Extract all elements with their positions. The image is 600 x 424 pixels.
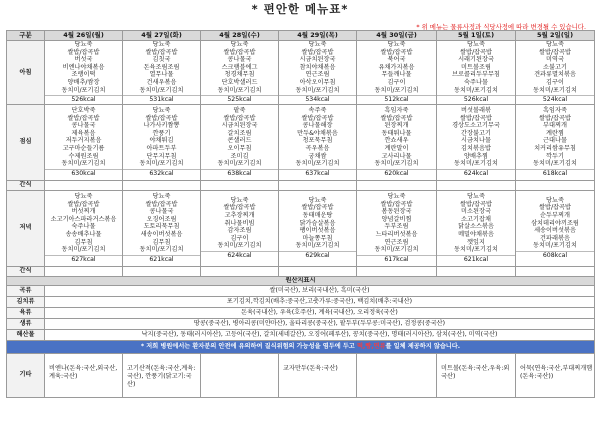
other-cell: 교자만두(돈육:국산) (279, 353, 357, 397)
kimchi-side: 동치미/포기김치 (454, 246, 498, 254)
dish: 마늘쫑무침 (302, 234, 333, 242)
kimchi-side: 동치미/포기김치 (139, 246, 184, 254)
menu-cell (201, 104, 279, 180)
dish: 동태튀나물 (381, 129, 412, 137)
menu-cell (357, 180, 437, 190)
dish: 연근조림 (384, 238, 409, 246)
dish: 김구이 (230, 234, 249, 242)
dish: 김칫국 (152, 56, 171, 64)
day-header: 4월 28일(수) (201, 31, 279, 41)
dish: 소고기잡채 (461, 215, 491, 223)
dish: 쌀밥/잡곡밥 (67, 48, 100, 56)
calorie-value: 638kcal (201, 169, 278, 178)
dish: 단무지무침 (146, 152, 177, 160)
dish: 세송이버섯볶음 (534, 227, 576, 235)
calorie-value: 637kcal (279, 169, 356, 178)
menu-cell (201, 266, 279, 276)
dish: 버섯찌개 (71, 208, 96, 216)
dish: 쌀밥/잡곡밥 (67, 200, 100, 208)
dish: 속주죽 (308, 107, 327, 115)
menu-cell (357, 266, 437, 276)
dish: 당뇨죽 (74, 193, 93, 201)
origin-label: 곡류 (7, 285, 45, 296)
dish: 브로콜리두부무침 (452, 71, 500, 79)
calorie-value: 627kcal (45, 255, 122, 264)
dish: 고추장찌개 (224, 212, 255, 220)
day-header: 4월 26일(월) (45, 31, 123, 41)
dish: 콩나물국 (149, 208, 174, 216)
dish: 콩나물국 (71, 122, 96, 130)
calorie-value: 531kcal (123, 95, 200, 104)
dish: 쌀밥/잡곡밥 (67, 114, 100, 122)
menu-cell (437, 266, 516, 276)
kimchi-side: 동치미/포기김치 (374, 86, 419, 94)
calorie-value: 534kcal (279, 95, 356, 104)
kimchi-side: 동치미/포기김치 (295, 242, 340, 250)
meal-row (7, 41, 595, 105)
dish: 깍두기 (546, 152, 564, 160)
meal-row (7, 190, 595, 266)
menu-cell (201, 190, 279, 266)
dish: 쌀밥/잡곡밥 (380, 114, 413, 122)
menu-cell (357, 41, 437, 105)
dish: 시래기된장국 (458, 56, 494, 64)
menu-cell (123, 41, 201, 105)
meal-row (7, 104, 595, 180)
menu-cell (357, 190, 437, 266)
menu-cell (45, 104, 123, 180)
kimchi-side: 동치미/포기김치 (454, 160, 498, 168)
dish: 견과류멸치볶음 (534, 71, 576, 79)
dish: 닭가슴살볶음 (299, 219, 336, 227)
dish: 쌀밥/잡곡밥 (460, 200, 492, 208)
dish: 시금치나물 (461, 137, 491, 145)
menu-cell (516, 266, 595, 276)
day-header: 4월 27일(화) (123, 31, 201, 41)
dish: 쌀밥/잡곡밥 (145, 48, 178, 56)
other-row (7, 353, 595, 397)
calorie-value: 617kcal (357, 255, 436, 264)
origin-text: 포기김치,깍김치(배추:중국산,고춧가루:중국산), 백김치(배추:국내산) (45, 296, 595, 307)
origin-text: 돈육(국내산), 우육(호주산), 계육(국내산), 오리정육(국산) (45, 307, 595, 318)
origin-row (7, 318, 595, 329)
dish: 양념갈비찜 (381, 215, 412, 223)
dish: 봄동된장국 (381, 208, 412, 216)
warning-highlight: 떡,빵,면류 (356, 342, 386, 350)
dish: 아파트두부 (146, 145, 177, 153)
dish: 소고기아스파라거스볶음 (50, 215, 117, 223)
origin-row (7, 329, 595, 340)
safety-warning (7, 340, 595, 353)
dish: 김구이 (546, 78, 564, 86)
dish: 연근조림 (305, 71, 330, 79)
dish: 당뇨죽 (546, 41, 564, 48)
dish: 쌀밥/잡곡밥 (539, 204, 571, 212)
dish: 김치볶음밥 (461, 145, 491, 153)
kimchi-side: 동치미/포기김치 (533, 86, 577, 94)
kimchi-side: 동치미/포기김치 (374, 160, 419, 168)
menu-cell (437, 190, 516, 266)
dish: 버섯국 (74, 56, 93, 64)
dish: 소불고기 (543, 63, 567, 71)
dish: 시금치된장국 (299, 56, 336, 64)
menu-table (6, 30, 595, 398)
dish: 쌀밥/잡곡밥 (223, 48, 256, 56)
dish: 스크램블에그 (221, 63, 258, 71)
menu-cell (279, 41, 357, 105)
menu-cell (45, 190, 123, 266)
dish: 쌀밥/잡곡밥 (539, 48, 571, 56)
menu-cell (516, 104, 595, 180)
warning-text-end: 를 일체 제공하지 않습니다. (385, 342, 461, 350)
dish: 제육볶음 (71, 129, 96, 137)
dish: 팥죽 (233, 107, 246, 115)
page-title: * 편안한 메뉴표* (251, 2, 349, 16)
menu-cell (516, 180, 595, 190)
dish: 닭살소스볶음 (458, 223, 494, 231)
dish: 숙주나물 (464, 78, 488, 86)
dish: 김무침 (152, 238, 171, 246)
dish: 유채가지볶음 (378, 63, 415, 71)
dish: 당뇨죽 (546, 196, 564, 204)
meal-label: 간식 (7, 266, 45, 276)
dish: 도토리묵무침 (143, 223, 180, 231)
day-header: 4월 30일(금) (357, 31, 437, 41)
dish: 숙주나물 (71, 223, 96, 231)
kimchi-side: 동치미/포기김치 (139, 86, 184, 94)
dish: 야채튀김 (149, 137, 174, 145)
dish: 청포묵무침 (302, 137, 333, 145)
notice-text: * 위 메뉴는 물류사정과 식당사정에 따라 변경될 수 있습니다. (416, 23, 586, 31)
dish: 미소된장국 (461, 208, 491, 216)
calorie-value: 512kcal (357, 95, 436, 104)
dish: 된장찌개 (384, 122, 409, 130)
origin-row (7, 285, 595, 296)
dish: 깐쇼새우 (384, 137, 409, 145)
dish: 계란찜 (546, 129, 564, 137)
dish: 쌀밥/잡곡밥 (223, 204, 256, 212)
dish: 당뇨죽 (230, 196, 249, 204)
menu-cell (279, 104, 357, 180)
kimchi-side: 동치미/포기김치 (217, 160, 262, 168)
dish: 흑임자죽 (543, 107, 567, 115)
menu-cell (437, 180, 516, 190)
origin-label: 해산물 (7, 329, 45, 340)
calorie-value: 621kcal (437, 255, 515, 264)
dish: 양배추찜 (464, 152, 488, 160)
other-cell (357, 353, 437, 397)
dish: 북어국 (387, 56, 406, 64)
dish: 돈육조림조림 (143, 63, 180, 71)
dish: 조미김 (230, 152, 249, 160)
day-header: 4월 29일(목) (279, 31, 357, 41)
kimchi-side: 동치미/포기김치 (533, 160, 577, 168)
meal-label: 간식 (7, 180, 45, 190)
meal-label: 점심 (7, 104, 45, 180)
origin-text: 쌀(미국산), 보리(국내산), 흑미(국산) (45, 285, 595, 296)
dish: 참치야채볶음 (299, 63, 336, 71)
origin-row (7, 307, 595, 318)
menu-cell (201, 41, 279, 105)
corner-header: 구분 (7, 31, 45, 41)
origin-row (7, 296, 595, 307)
dish: 쌀밥/잡곡밥 (223, 114, 256, 122)
dish: 미역국 (546, 56, 564, 64)
calorie-value: 525kcal (201, 95, 278, 104)
warning-text: * 저희 병원에서는 환자분의 안전에 유의하여 질식위험의 가능성을 염두에 두고 (140, 342, 355, 350)
dish: 당뇨죽 (467, 193, 485, 201)
origin-label: 육류 (7, 307, 45, 318)
dish: 조랭이떡 (71, 71, 96, 79)
menu-cell (437, 41, 516, 105)
kimchi-side: 동치미/포기김치 (295, 160, 340, 168)
other-cell: 미트볼(돈육:국산,우육:외국산) (437, 353, 516, 397)
kimchi-side: 동치미/포기김치 (374, 246, 419, 254)
dish: 고구마순들기름 (62, 145, 105, 153)
dish: 쌀밥/잡곡밥 (145, 200, 178, 208)
dish: 콘샐러드 (227, 137, 252, 145)
menu-cell (279, 180, 357, 190)
dish: 궁채쌈 (308, 152, 327, 160)
menu-cell (201, 180, 279, 190)
dish: 단호박죽 (71, 107, 96, 115)
dish: 오징어조림 (146, 215, 177, 223)
other-cell (201, 353, 279, 397)
calorie-value: 621kcal (123, 255, 200, 264)
menu-cell (357, 104, 437, 180)
kimchi-side: 동치미/포기김치 (61, 246, 106, 254)
dish: 치커리쌈유무침 (534, 145, 576, 153)
kimchi-side: 동치미/포기김치 (295, 86, 340, 94)
other-cell: 고기산적(돈육:국산,계육:국산), 깐풍기(닭고기:국산) (123, 353, 201, 397)
dish: 쌀밥/잡곡밥 (380, 48, 413, 56)
dish: 근대나물 (543, 137, 567, 145)
menu-cell (123, 190, 201, 266)
meal-row (7, 180, 595, 190)
dish: 콩나물해장 (302, 122, 333, 130)
calorie-value: 624kcal (437, 169, 515, 178)
dish: 청경채무침 (224, 71, 255, 79)
other-cell: 비엔나(돈육:국산,외국산,계육:국산) (45, 353, 123, 397)
dish: 당뇨죽 (152, 107, 171, 115)
kimchi-side: 동치미/포기김치 (217, 242, 262, 250)
dish: 김무침 (74, 238, 93, 246)
dish: 당뇨죽 (387, 193, 406, 201)
calorie-value: 620kcal (357, 169, 436, 178)
dish: 당뇨죽 (152, 41, 171, 48)
dish: 당뇨죽 (308, 196, 327, 204)
menu-cell (516, 190, 595, 266)
kimchi-side: 동치미/포기김치 (139, 160, 184, 168)
dish: 당뇨죽 (74, 41, 93, 48)
menu-cell (45, 266, 123, 276)
other-cell: 어묵(연육:국산,부대찌개햄(돈육:국산)) (516, 353, 595, 397)
dish: 아삭오이무침 (299, 78, 336, 86)
menu-cell (123, 266, 201, 276)
dish: 건새우볶음 (146, 78, 177, 86)
dish: 간장불고기 (461, 129, 491, 137)
dish: 건파래볶음 (540, 234, 570, 242)
calorie-value: 526kcal (437, 95, 515, 104)
calorie-value: 630kcal (45, 169, 122, 178)
kimchi-side: 동치미/포기김치 (217, 86, 262, 94)
dish: 팽이버섯볶음 (299, 227, 336, 235)
day-header: 5월 1일(토) (437, 31, 516, 41)
dish: 동태매운탕 (302, 212, 333, 220)
kimchi-side: 동치미/포기김치 (454, 86, 498, 94)
other-label: 기타 (7, 353, 45, 397)
dish: 취나물비빔 (224, 219, 255, 227)
menu-cell (123, 180, 201, 190)
dish: 만두&야채볶음 (297, 129, 338, 137)
dish: 쌀밥/잡곡밥 (460, 48, 492, 56)
menu-cell (516, 41, 595, 105)
calorie-value: 624kcal (201, 251, 278, 260)
dish: 쌀밥/잡곡밥 (301, 48, 334, 56)
dish: 시금치된장국 (221, 122, 258, 130)
dish: 쌀밥/잡곡밥 (145, 114, 178, 122)
dish: 쌀밥/잡곡밥 (301, 114, 334, 122)
calorie-value: 618kcal (516, 169, 594, 178)
dish: 깻잎지 (467, 238, 485, 246)
origin-title: 원산지표시 (7, 276, 595, 285)
dish: 버섯볼래볶 (461, 107, 491, 115)
day-header: 5월 2일(일) (516, 31, 595, 41)
dish: 쌀밥/잡곡밥 (460, 114, 492, 122)
dish: 쌀밥/잡곡밥 (539, 114, 571, 122)
dish: 저두거지볶음 (65, 137, 102, 145)
origin-text: 낙지(중국산), 동태(러시아산), 고등어(국산), 갈치(세네갈산), 오징어(페루산), 꽁치(중국산), 명태(러시아산), 삼치(국산), 미역(국산) (45, 329, 595, 340)
menu-cell (279, 190, 357, 266)
dish: 미트볼조림 (461, 63, 491, 71)
dish: 경상도소고기무국 (452, 122, 500, 130)
calorie-value: 524kcal (516, 95, 594, 104)
kimchi-side: 동치미/포기김치 (61, 86, 106, 94)
menu-cell (45, 41, 123, 105)
dish: 쌀밥/잡곡밥 (380, 200, 413, 208)
dish: 메밀야채볶음 (458, 231, 494, 239)
origin-text: 땅콩(중국산), 병아리콩(미얀마산), 울타리콩(중국산), 팥두부(두부콩:미국산), 검정콩(중국산) (45, 318, 595, 329)
dish: 느타리버섯볶음 (375, 231, 418, 239)
dish: 콩나물국 (227, 56, 252, 64)
dish: 감자조림 (227, 227, 252, 235)
dish: 송송배추나물 (65, 231, 102, 239)
dish: 당뇨죽 (230, 41, 249, 48)
dish: 수제원조림 (68, 152, 99, 160)
dish: 무들깨나물 (381, 71, 412, 79)
dish: 갈치조림 (227, 129, 252, 137)
dish: 깐풍기 (152, 129, 171, 137)
meal-row (7, 266, 595, 276)
calorie-value: 526kcal (45, 95, 122, 104)
menu-cell (123, 104, 201, 180)
origin-label: 김치류 (7, 296, 45, 307)
calorie-value: 608kcal (516, 251, 594, 260)
dish: 당뇨죽 (152, 193, 171, 201)
dish: 두부조림 (384, 223, 409, 231)
menu-cell (437, 104, 516, 180)
dish: 당뇨죽 (308, 41, 327, 48)
dish: 비엔나야채볶음 (62, 63, 105, 71)
dish: 단호박샐러드 (221, 78, 258, 86)
meal-label: 저녁 (7, 190, 45, 266)
dish: 새송이버섯볶음 (140, 231, 183, 239)
menu-cell (279, 266, 357, 276)
dish: 부대찌개 (543, 122, 567, 130)
menu-cell (45, 180, 123, 190)
dish: 나가사키짬뽕 (143, 122, 180, 130)
dish: 양배추/쌈장 (67, 78, 100, 86)
dish: 김구이 (387, 78, 406, 86)
dish: 고사리나물 (381, 152, 412, 160)
dish: 계란말이 (384, 145, 409, 153)
dish: 순두부찌개 (540, 212, 570, 220)
meal-label: 아침 (7, 41, 45, 105)
dish: 당뇨죽 (467, 41, 485, 48)
calorie-value: 632kcal (123, 169, 200, 178)
kimchi-side: 동치미/포기김치 (61, 160, 106, 168)
dish: 오이무침 (227, 145, 252, 153)
calorie-value: 629kcal (279, 251, 356, 260)
origin-label: 생류 (7, 318, 45, 329)
dish: 당뇨죽 (387, 41, 406, 48)
dish: 삼치데리야끼조림 (531, 219, 579, 227)
dish: 쌀밥/잡곡밥 (301, 204, 334, 212)
dish: 곡우볶음 (305, 145, 330, 153)
header-row (7, 31, 595, 41)
dish: 흑임자죽 (384, 107, 409, 115)
kimchi-side: 동치미/포기김치 (533, 242, 577, 250)
dish: 열무나물 (149, 71, 174, 79)
